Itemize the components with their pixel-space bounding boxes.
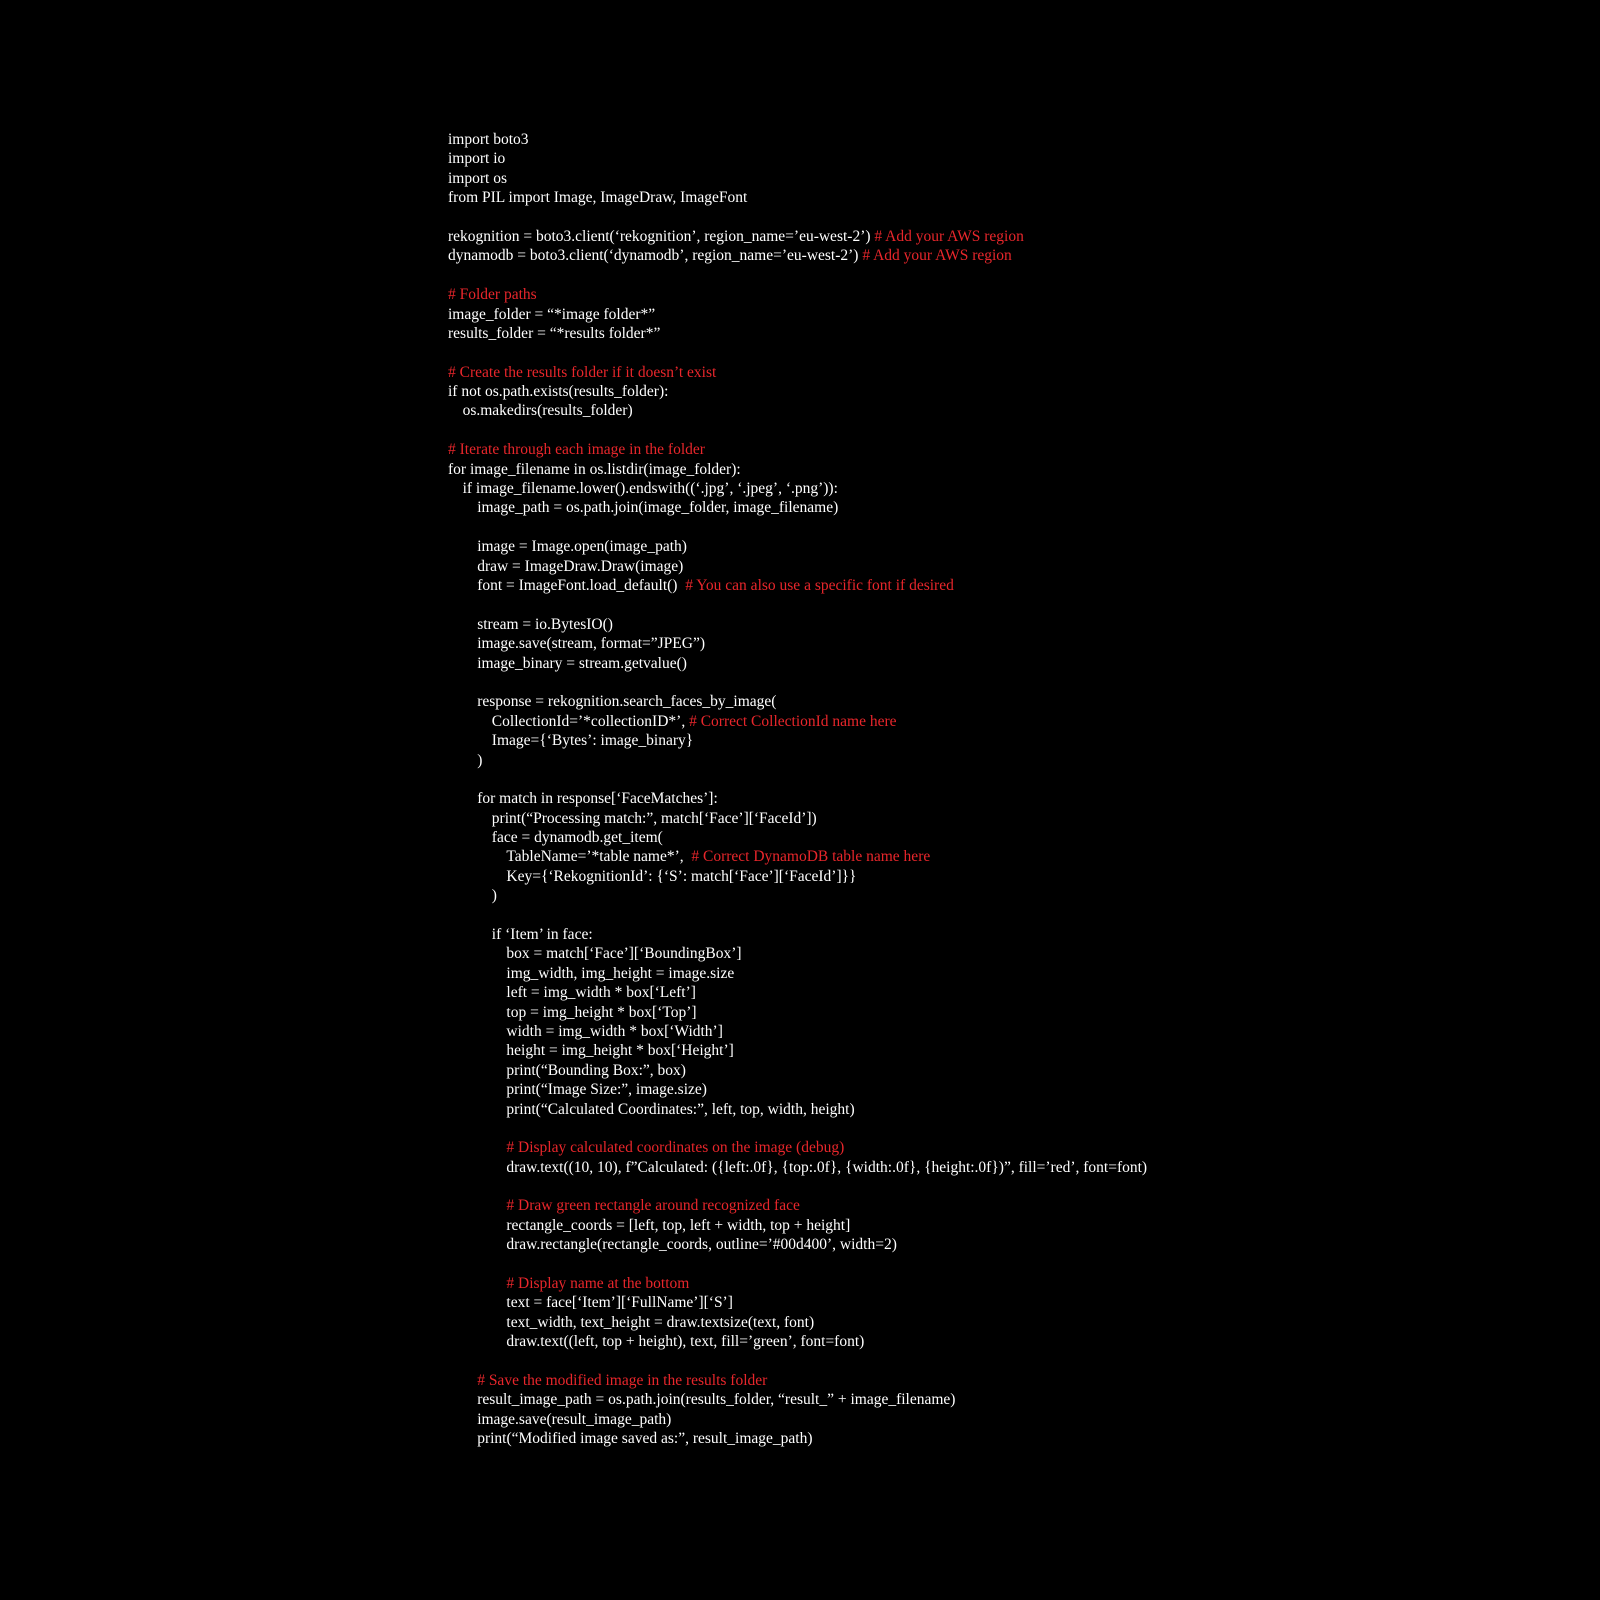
code-text: draw = ImageDraw.Draw(image) <box>477 557 684 575</box>
code-line <box>448 1177 1588 1196</box>
code-comment: # Folder paths <box>448 286 537 304</box>
code-text: image_folder = “*image folder*” <box>448 305 656 323</box>
code-line <box>448 169 1588 188</box>
code-line <box>448 227 1588 246</box>
code-line <box>448 1022 1588 1041</box>
code-text: rekognition = boto3.client(‘rekognition’, region_name=’eu-west-2’) <box>448 227 875 245</box>
code-line <box>448 1158 1588 1177</box>
code-line <box>448 1041 1588 1060</box>
code-comment: # Add your AWS region <box>874 227 1024 245</box>
code-text: ) <box>477 751 483 769</box>
code-text: Key={‘RekognitionId’: {‘S’: match[‘Face’][‘FaceId’]}} <box>506 867 857 885</box>
code-comment: # Create the results folder if it doesn’t exist <box>448 363 717 381</box>
code-text: import boto3 <box>448 131 529 148</box>
code-text: TableName=’*table name*’, <box>506 848 692 866</box>
code-text: from PIL import Image, ImageDraw, ImageFont <box>448 189 748 207</box>
code-line <box>448 906 1588 925</box>
code-text: response = rekognition.search_faces_by_image( <box>477 693 777 711</box>
code-text: print(“Calculated Coordinates:”, left, top, width, height) <box>506 1100 855 1118</box>
code-text: import io <box>448 150 506 168</box>
code-text: if ‘Item’ in face: <box>491 926 593 944</box>
code-text: for image_filename in os.listdir(image_folder): <box>448 460 741 478</box>
code-text: image_path = os.path.join(image_folder, image_filename) <box>477 499 839 517</box>
code-text: if image_filename.lower().endswith((‘.jpg’, ‘.jpeg’, ‘.png’)): <box>462 480 838 498</box>
code-line <box>448 1390 1588 1409</box>
code-text: results_folder = “*results folder*” <box>448 324 661 342</box>
code-line <box>448 1119 1588 1138</box>
code-text: CollectionId=’*collectionID*’, <box>491 712 690 730</box>
code-line <box>448 1313 1588 1332</box>
code-text: os.makedirs(results_folder) <box>462 402 633 420</box>
code-text: box = match[‘Face’][‘BoundingBox’] <box>506 945 742 963</box>
code-comment: # Save the modified image in the results folder <box>477 1372 768 1389</box>
code-line <box>448 983 1588 1002</box>
code-text: for match in response[‘FaceMatches’]: <box>477 790 718 808</box>
code-text: print(“Image Size:”, image.size) <box>506 1081 707 1099</box>
code-line <box>448 654 1588 673</box>
code-comment: # Iterate through each image in the folder <box>448 441 705 459</box>
code-line <box>448 557 1588 576</box>
code-line <box>448 634 1588 653</box>
code-line <box>448 809 1588 828</box>
code-line <box>448 1274 1588 1293</box>
code-text: font = ImageFont.load_default() <box>477 576 686 594</box>
code-line <box>448 285 1588 304</box>
code-line <box>448 1293 1588 1312</box>
code-line <box>448 1235 1588 1254</box>
code-line <box>448 305 1588 324</box>
code-text: result_image_path = os.path.join(results_folder, “result_” + image_filename) <box>477 1391 956 1409</box>
code-line <box>448 886 1588 905</box>
code-comment: # Draw green rectangle around recognized face <box>506 1197 800 1215</box>
code-line <box>448 1196 1588 1215</box>
code-line <box>448 479 1588 498</box>
code-text: text_width, text_height = draw.textsize(text, font) <box>506 1313 815 1331</box>
code-line <box>448 421 1588 440</box>
code-line <box>448 576 1588 595</box>
code-line <box>448 1429 1588 1448</box>
code-line <box>448 1100 1588 1119</box>
code-text: draw.text((left, top + height), text, fill=’green’, font=font) <box>506 1333 865 1351</box>
code-comment: # You can also use a specific font if desired <box>685 576 954 594</box>
code-text: ) <box>491 887 497 905</box>
code-line <box>448 925 1588 944</box>
code-line <box>448 324 1588 343</box>
code-line <box>448 1216 1588 1235</box>
code-text: print(“Modified image saved as:”, result_image_path) <box>477 1430 813 1448</box>
code-line <box>448 460 1588 479</box>
code-text: Image={‘Bytes’: image_binary} <box>491 732 694 750</box>
code-line <box>448 188 1588 207</box>
code-line <box>448 828 1588 847</box>
code-text: image_binary = stream.getvalue() <box>477 654 687 672</box>
code-listing <box>448 130 1588 1449</box>
code-line <box>448 673 1588 692</box>
code-line <box>448 751 1588 770</box>
code-text: text = face[‘Item’][‘FullName’][‘S’] <box>506 1294 733 1312</box>
code-line <box>448 246 1588 265</box>
code-line <box>448 440 1588 459</box>
code-line <box>448 731 1588 750</box>
code-line <box>448 1080 1588 1099</box>
code-line <box>448 847 1588 866</box>
code-text: left = img_width * box[‘Left’] <box>506 984 696 1002</box>
code-line <box>448 130 1588 149</box>
code-line <box>448 789 1588 808</box>
code-comment: # Correct CollectionId name here <box>689 712 897 730</box>
code-text: width = img_width * box[‘Width’] <box>506 1022 723 1040</box>
code-line <box>448 615 1588 634</box>
code-text: dynamodb = boto3.client(‘dynamodb’, region_name=’eu-west-2’) <box>448 247 863 265</box>
code-line <box>448 1061 1588 1080</box>
code-line <box>448 498 1588 517</box>
code-line <box>448 1332 1588 1351</box>
code-text: face = dynamodb.get_item( <box>491 829 663 847</box>
code-line <box>448 363 1588 382</box>
code-line <box>448 1352 1588 1371</box>
code-text: image = Image.open(image_path) <box>477 538 687 556</box>
code-text: print(“Processing match:”, match[‘Face’][‘FaceId’]) <box>491 809 817 827</box>
code-line <box>448 518 1588 537</box>
code-line <box>448 595 1588 614</box>
code-comment: # Correct DynamoDB table name here <box>691 848 931 866</box>
code-line <box>448 208 1588 227</box>
code-text: rectangle_coords = [left, top, left + width, top + height] <box>506 1216 851 1234</box>
code-line <box>448 1255 1588 1274</box>
code-text: stream = io.BytesIO() <box>477 615 613 633</box>
code-line <box>448 343 1588 362</box>
code-line <box>448 1138 1588 1157</box>
code-comment: # Display name at the bottom <box>506 1275 690 1293</box>
code-text: draw.rectangle(rectangle_coords, outline=’#00d400’, width=2) <box>506 1236 897 1254</box>
code-line <box>448 964 1588 983</box>
code-text: draw.text((10, 10), f”Calculated: ({left:.0f}, {top:.0f}, {width:.0f}, {height:.0f})”, fill=’red’, font=font) <box>506 1158 1148 1176</box>
code-line <box>448 537 1588 556</box>
code-comment: # Add your AWS region <box>862 247 1012 265</box>
code-text: image.save(result_image_path) <box>477 1410 672 1428</box>
code-comment: # Display calculated coordinates on the image (debug) <box>506 1139 845 1157</box>
code-line <box>448 266 1588 285</box>
code-line <box>448 382 1588 401</box>
code-line <box>448 149 1588 168</box>
code-text: print(“Bounding Box:”, box) <box>506 1061 686 1079</box>
code-text: image.save(stream, format=”JPEG”) <box>477 635 705 653</box>
code-text: import os <box>448 169 507 187</box>
code-line <box>448 401 1588 420</box>
code-line <box>448 692 1588 711</box>
code-line <box>448 1003 1588 1022</box>
code-line <box>448 712 1588 731</box>
code-line <box>448 1371 1588 1390</box>
code-text: if not os.path.exists(results_folder): <box>448 383 669 401</box>
code-line <box>448 944 1588 963</box>
code-text: top = img_height * box[‘Top’] <box>506 1003 697 1021</box>
code-text: height = img_height * box[‘Height’] <box>506 1042 734 1060</box>
code-line <box>448 770 1588 789</box>
code-text: img_width, img_height = image.size <box>506 964 735 982</box>
code-line <box>448 867 1588 886</box>
code-line <box>448 1410 1588 1429</box>
